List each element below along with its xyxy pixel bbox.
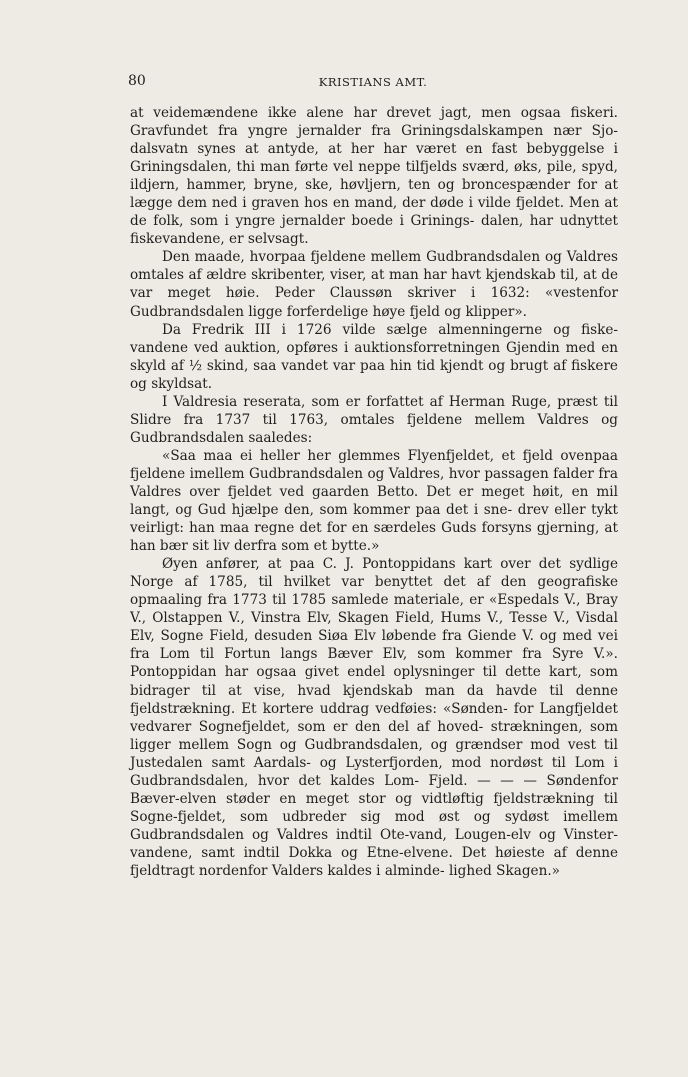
text-line: fra Valdres over fjeldet ved gaarden Betto. Det er meget høit, (130, 465, 618, 500)
text-line: Da Fredrik III i 1726 vilde sælge almenningerne og fiske- (162, 321, 618, 338)
page-header (128, 73, 618, 93)
paragraph (130, 447, 618, 555)
text-line: fjeldet. Men at de folk, som i yngre jernalder boede i Grinings- (130, 195, 618, 230)
text-line: klipper». (465, 303, 527, 320)
body-text (130, 104, 618, 880)
text-line: vandene ved auktion, opføres i auktionsforretningen Gjendin med (130, 339, 596, 356)
text-line: Griningsdalen, thi man førte vel neppe tilfjelds sværd, øks, pile, (130, 159, 577, 176)
text-line: Gravfundet fra yngre jernalder fra Griningsdalskampen nær Sjo- (130, 123, 618, 140)
text-line: til Slidre fra 1737 til 1763, omtales fjeldene mellem Valdres og (130, 393, 618, 428)
text-line: opmaaling fra 1773 til 1785 samlede materiale, er «Espedals V., (130, 592, 581, 609)
text-line: Bray V., Olstappen V., Vinstra Elv, Skagen Field, Hums V., Tesse V., (130, 592, 618, 627)
text-line: spyd, ildjern, hammer, bryne, ske, høvljern, ten og broncespænder (130, 159, 619, 194)
text-line: Visdal Elv, Sogne Field, desuden Siøa Elv løbende fra Giende V. (130, 610, 618, 645)
text-line: Lougen-elv og Vinster-vandene, samt indtil Dokka og Etne-elvene. (130, 826, 618, 861)
paragraph (130, 248, 618, 320)
text-line: I Valdresia reserata, som er forfattet af Herman Ruge, præst (162, 393, 598, 410)
text-line: Øyen anfører, at paa C. J. Pontoppidans kart over det sydlige (162, 556, 618, 573)
text-line: Gudbrandsdalen saaledes: (130, 429, 313, 446)
text-line: drev eller tykt veirligt: han maa regne det for en særdeles Guds (130, 502, 619, 537)
text-line: øst og sydøst imellem Gudbrandsdalen og Valdres indtil Ote-vand, (130, 808, 619, 843)
text-line: en mil langt, og Gud hjælpe den, som kommer paa det i sne- (130, 483, 618, 519)
text-line: at veidemændene ikke alene har drevet jagt, men ogsaa fiskeri. (130, 105, 618, 121)
text-line: Fjeld. — — — Søndenfor Bæver-elven støder en meget stor og (130, 772, 618, 807)
text-line: dalen, har udnyttet fiskevandene, er selvsagt. (130, 213, 618, 248)
text-line: for at lægge dem ned i graven hos en mand, der døde i vilde (130, 177, 618, 212)
text-line: Norge af 1785, til hvilket var benyttet det af den geografiske (130, 574, 618, 591)
text-line: dalsvatn synes at antyde, at her har været en fast bebyggelse i (130, 141, 618, 158)
running-title: KRISTIANS AMT. (318, 75, 428, 89)
text-line: og med vei fra Lom til Fortun langs Bæver Elv, som kommer (130, 628, 618, 663)
paragraph (130, 321, 618, 393)
text-line: fra Syre V.». Pontoppidan har ogsaa givet endel oplysninger til (130, 646, 618, 681)
text-line: strækningen, som ligger mellem Sogn og Gudbrandsdalen, og (130, 718, 618, 753)
text-line: lighed Skagen.» (448, 862, 560, 879)
paragraph (130, 555, 618, 880)
text-line: «Saa maa ei heller her glemmes Flyenfjeldet, et fjeld ovenpaa (162, 447, 618, 464)
text-line: Valdres omtales af ældre skribenter, viser, at man har havt (130, 249, 618, 284)
text-line: en skyld af ½ skind, saa vandet var paa hin tid kjendt og (130, 339, 618, 374)
text-line: vidtløftig fjeldstrækning til Sogne-fjeldet, som udbreder sig mod (130, 790, 618, 825)
text-line: kjendskab til, at de var meget høie. Peder Claussøn skriver i 1632: (130, 267, 619, 302)
text-line: forsyns gjerning, at han bær sit liv derfra som et bytte.» (130, 520, 618, 555)
text-line: Det høieste af denne fjeldtragt nordenfor Valders kaldes i alminde- (130, 844, 618, 879)
text-line: mod nordøst til Lom i Gudbrandsdalen, hvor det kaldes Lom- (130, 754, 618, 789)
text-line: grændser mod vest til Justedalen samt Aardals- og Lysterfjorden, (130, 736, 618, 771)
text-line: til denne fjeldstrækning. Et kortere uddrag vedføies: «Sønden- (130, 682, 618, 717)
paragraph (130, 104, 618, 248)
text-line: «vestenfor Gudbrandsdalen ligge forferdelige høye fjeld og (130, 285, 618, 320)
text-line: Den maade, hvorpaa fjeldene mellem Gudbrandsdalen og (162, 249, 562, 266)
page-number: 80 (128, 73, 146, 89)
paragraph (130, 393, 618, 447)
text-line: for Langfjeldet vedvarer Sognefjeldet, som er den del af hoved- (130, 700, 618, 735)
text-line: dette kart, som bidrager til at vise, hvad kjendskab man da havde (130, 664, 618, 699)
text-line: brugt af fiskere og skyldsat. (130, 357, 618, 392)
text-line: fjeldene imellem Gudbrandsdalen og Valdres, hvor passagen falder (130, 465, 594, 482)
